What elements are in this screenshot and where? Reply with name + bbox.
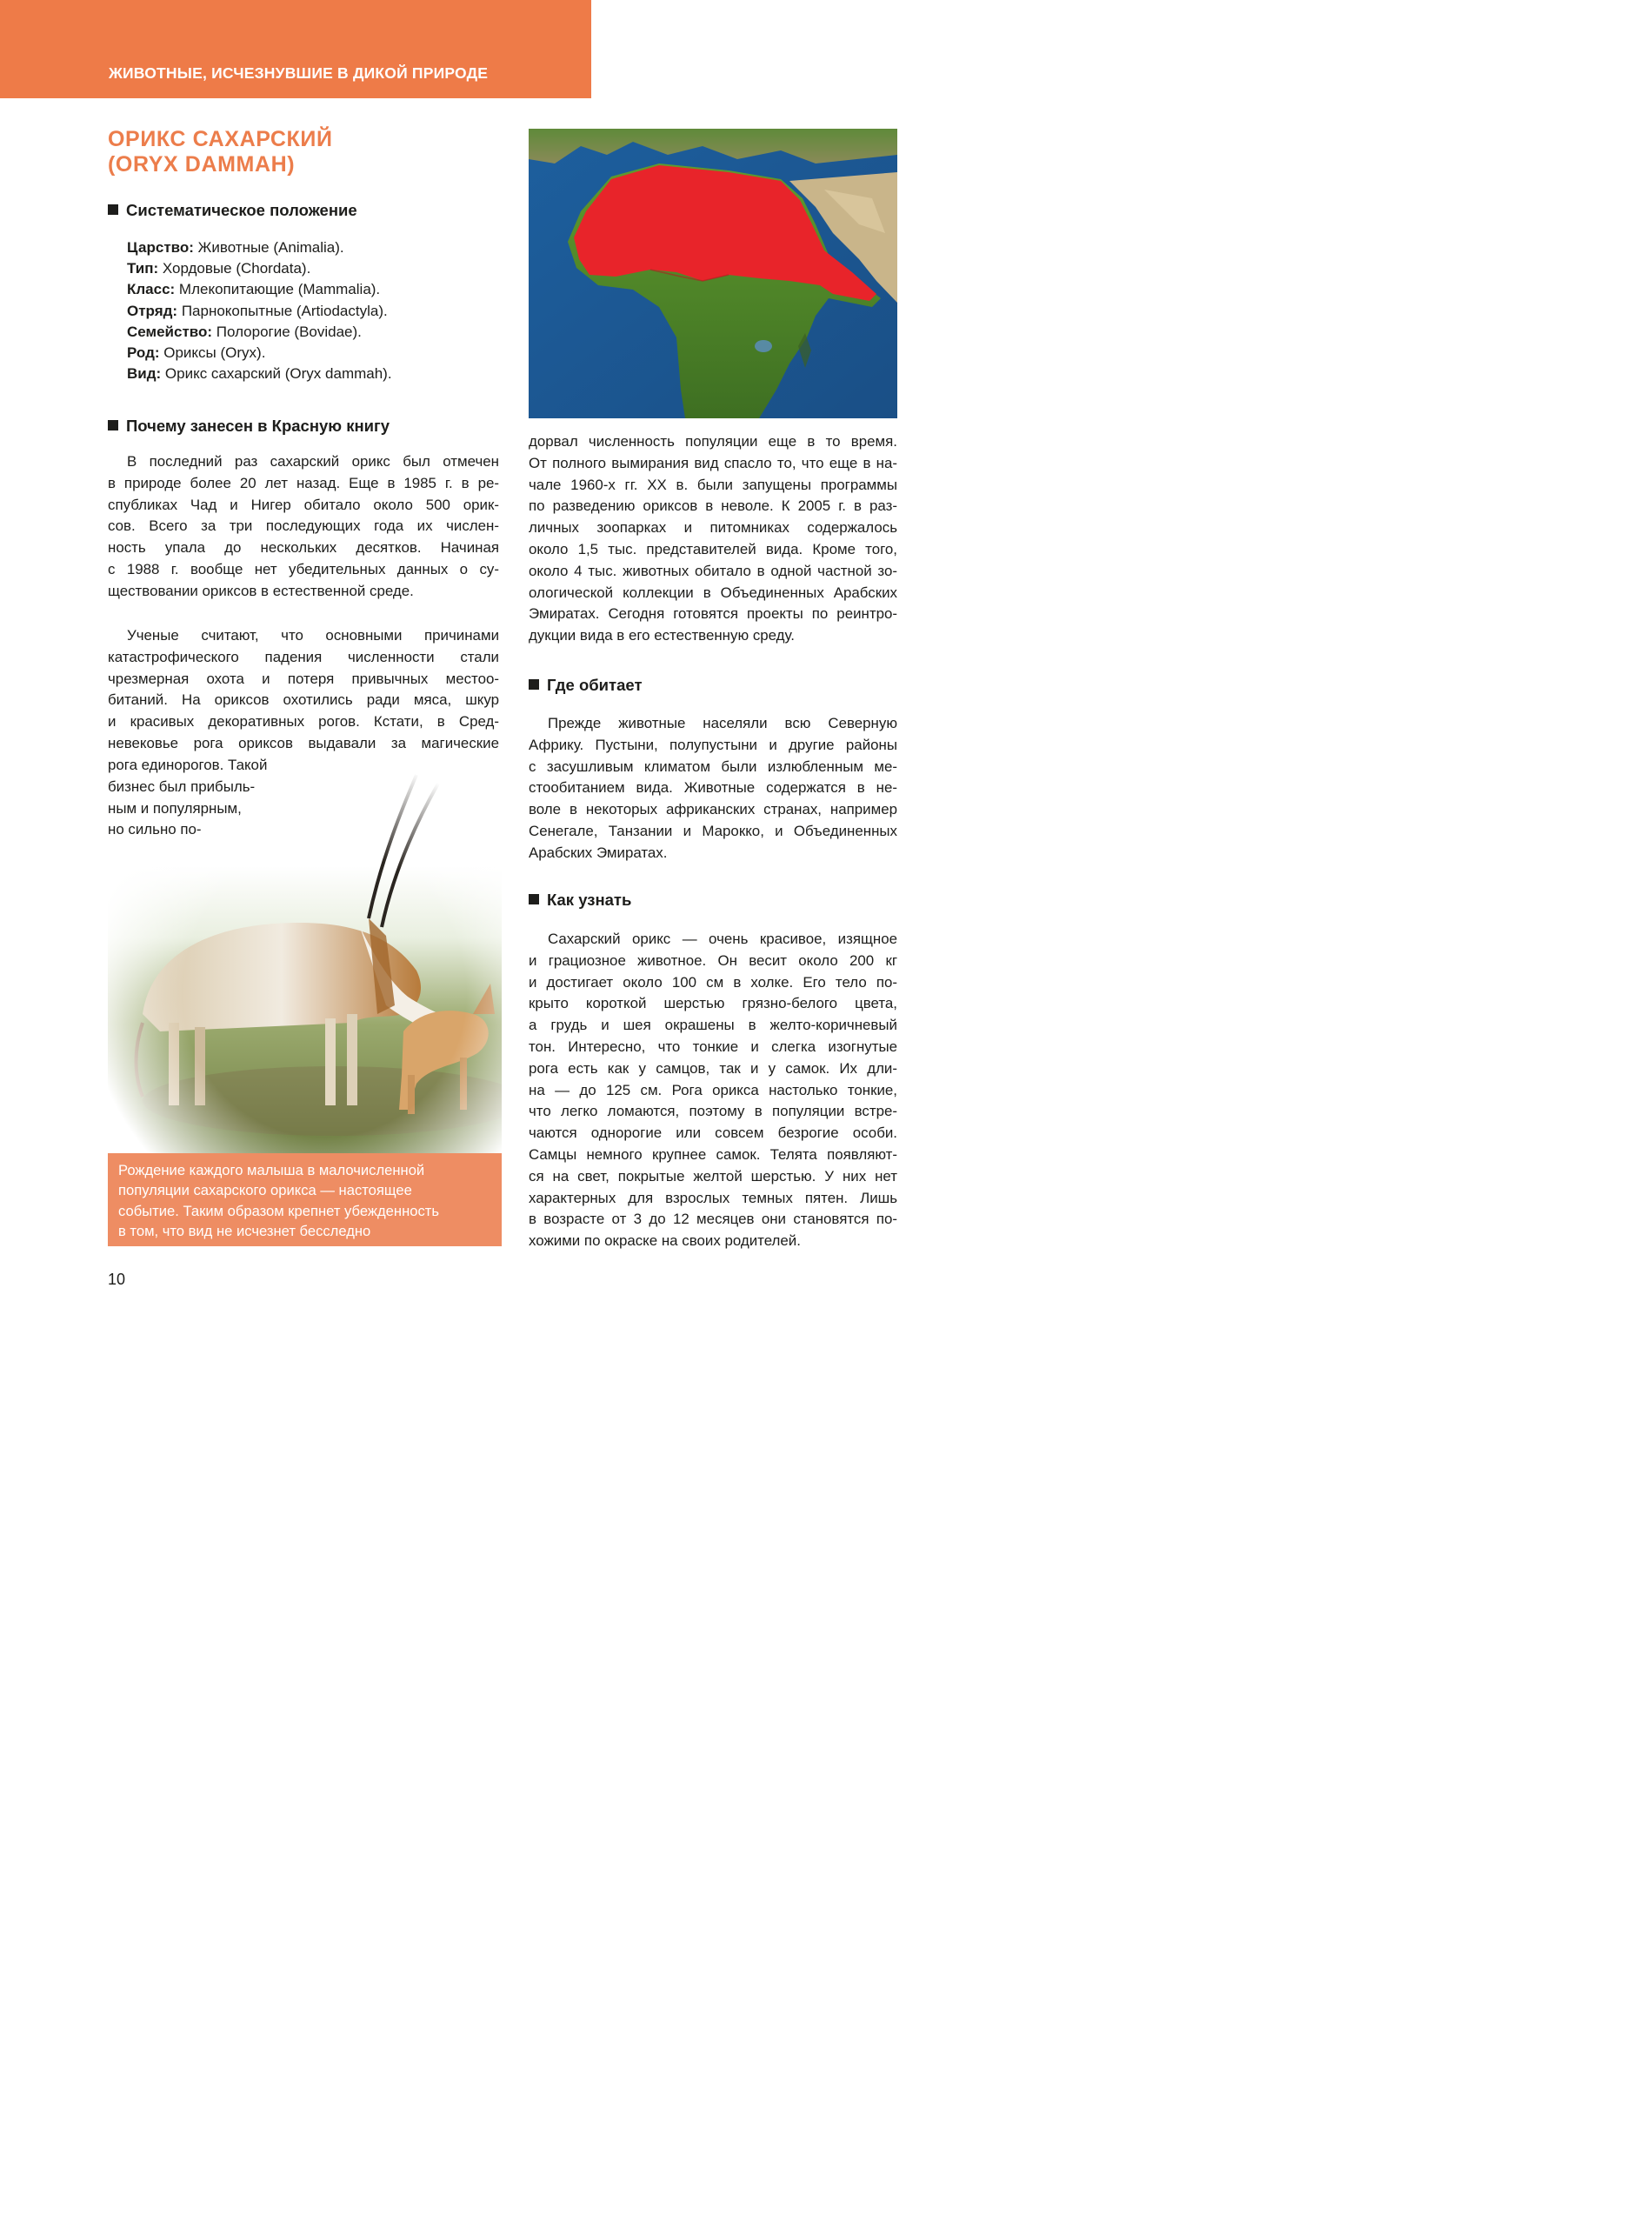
text-line: Самцы немного крупнее самок. Телята появляют-	[529, 1145, 897, 1163]
taxonomy-list	[127, 237, 392, 384]
species-title-line1: ОРИКС САХАРСКИЙ	[108, 127, 333, 151]
taxonomy-row	[127, 237, 392, 258]
text-line: по разведению ориксов в неволе. К 2005 г. в раз-	[529, 497, 897, 515]
taxonomy-value: Млекопитающие (Mammalia).	[175, 281, 381, 298]
square-bullet-icon	[108, 204, 118, 215]
text-line: в возрасте от 3 до 12 месяцев они становятся по-	[529, 1211, 897, 1228]
text-line: ным и популярным,	[108, 799, 242, 817]
text-line: около 4 тыс. животных обитало в одной частной зо-	[529, 562, 897, 579]
text-line: рога есть как у самцов, так и у самок. Их дли-	[529, 1059, 897, 1077]
text-line: в природе более 20 лет назад. Еще в 1985 г. в ре-	[108, 474, 499, 491]
caption-line: событие. Таким образом крепнет убежденность	[118, 1202, 440, 1219]
square-bullet-icon	[108, 420, 118, 430]
text-line: битаний. На ориксов охотились ради мяса, шкур	[108, 691, 499, 709]
text-line: Сенегале, Танзании и Марокко, и Объединенных	[529, 822, 897, 839]
text-line: а грудь и шея окрашены в желто-коричневый	[529, 1017, 897, 1034]
red-book-paragraph-2-wrap	[108, 755, 267, 841]
text-line: с 1988 г. вообще нет убедительных данных о су-	[108, 560, 499, 577]
taxonomy-label: Класс:	[127, 281, 176, 298]
text-line: Арабских Эмиратах.	[529, 844, 668, 861]
heading-red-book	[108, 417, 390, 436]
taxonomy-row	[127, 279, 392, 300]
text-line: с засушливым климатом были излюбленным ме-	[529, 757, 897, 775]
text-line: невековье рога ориксов выдавали за магические	[108, 734, 499, 751]
text-line: тон. Интересно, что тонкие и слегка изогнутые	[529, 1038, 897, 1055]
text-line: на — до 125 см. Рога орикса настолько тонкие,	[529, 1081, 897, 1098]
text-line: чале 1960-х гг. XX в. были запущены программы	[529, 476, 897, 493]
text-line: и грациозное животное. Он весит около 200 кг	[529, 951, 897, 969]
taxonomy-row	[127, 322, 392, 343]
red-book-paragraph-1	[108, 451, 499, 603]
text-line: чрезмерная охота и потеря привычных местоо-	[108, 670, 499, 687]
taxonomy-value: Полорогие (Bovidae).	[212, 323, 362, 340]
caption-line: Рождение каждого малыша в малочисленной	[118, 1162, 425, 1178]
taxonomy-label: Царство:	[127, 239, 194, 256]
square-bullet-icon	[529, 679, 539, 690]
habitat-paragraph	[529, 713, 897, 864]
heading-identify-label: Как узнать	[547, 891, 632, 909]
text-line: сов. Всего за три последующих года их числен-	[108, 517, 499, 535]
caption-line: в том, что вид не исчезнет бесследно	[118, 1222, 371, 1239]
heading-habitat	[529, 676, 643, 695]
species-title	[108, 127, 333, 177]
text-line: хожими по окраске на своих родителей.	[529, 1232, 801, 1250]
taxonomy-value: Парнокопытные (Artiodactyla).	[177, 302, 388, 319]
text-line: характерных для взрослых темных пятен. Лишь	[529, 1189, 897, 1206]
heading-systematics-label: Систематическое положение	[126, 201, 357, 219]
taxonomy-label: Семейство:	[127, 323, 213, 340]
heading-habitat-label: Где обитает	[547, 676, 643, 694]
text-line: чаются однорогие или совсем безрогие особи.	[529, 1125, 897, 1142]
taxonomy-label: Отряд:	[127, 302, 178, 319]
taxonomy-label: Род:	[127, 344, 160, 362]
text-line: Ученые считают, что основными причинами	[127, 627, 499, 644]
text-line: и красивых декоративных рогов. Кстати, в Сред-	[108, 713, 499, 731]
taxonomy-row	[127, 301, 392, 322]
page-number: 10	[108, 1271, 126, 1288]
text-line: В последний раз сахарский орикс был отмечен	[127, 453, 499, 470]
square-bullet-icon	[529, 894, 539, 904]
heading-identify	[529, 891, 631, 910]
text-line: От полного вымирания вид спасло то, что еще в на-	[529, 454, 897, 471]
text-line: катастрофического падения численности стали	[108, 648, 499, 665]
red-book-paragraph-2	[108, 625, 499, 755]
text-line: Сахарский орикс — очень красивое, изящное	[548, 931, 897, 947]
taxonomy-row	[127, 343, 392, 364]
text-line: Прежде животные населяли всю Северную	[548, 715, 897, 731]
range-map	[529, 129, 897, 418]
text-line: ся на свет, покрытые желтой шерстью. У них нет	[529, 1167, 897, 1185]
text-line: Африку. Пустыни, полупустыни и другие районы	[529, 736, 897, 753]
caption-line: популяции сахарского орикса — настоящее	[118, 1182, 412, 1199]
text-line: дукции вида в его естественную среду.	[529, 627, 795, 644]
heading-systematics	[108, 201, 357, 220]
text-line: крыто короткой шерстью грязно-белого цвета,	[529, 995, 897, 1012]
text-line: ществовании ориксов в естественной среде.	[108, 582, 414, 599]
heading-red-book-label: Почему занесен в Красную книгу	[126, 417, 390, 435]
text-line: бизнес был прибыль-	[108, 777, 256, 795]
taxonomy-value: Орикс сахарский (Oryx dammah).	[161, 365, 392, 383]
text-line: ность упала до нескольких десятков. Начиная	[108, 539, 499, 557]
text-line: спубликах Чад и Нигер обитало около 500 орик-	[108, 496, 499, 513]
text-line: стообитанием вида. Животные содержатся в не-	[529, 779, 897, 797]
photo-caption	[108, 1153, 502, 1246]
taxonomy-value: Животные (Animalia).	[193, 239, 344, 256]
taxonomy-row	[127, 364, 392, 384]
taxonomy-label: Вид:	[127, 365, 162, 383]
text-line: и достигает около 100 см в холке. Его тело по-	[529, 973, 897, 991]
text-line: но сильно по-	[108, 821, 202, 838]
text-line: воле в некоторых африканских странах, например	[529, 801, 897, 818]
text-line: ологической коллекции в Объединенных Арабских	[529, 584, 897, 601]
taxonomy-value: Ориксы (Oryx).	[159, 344, 266, 362]
header-band	[0, 0, 591, 98]
taxonomy-row	[127, 258, 392, 279]
text-line: рога единорогов. Такой	[108, 757, 268, 773]
species-title-line2: (ORYX DAMMAH)	[108, 152, 296, 177]
text-line: что легко ломаются, поэтому в популяции встре-	[529, 1103, 897, 1120]
text-line: около 1,5 тыс. представителей вида. Кроме того,	[529, 540, 897, 557]
red-book-continued	[529, 431, 897, 647]
section-header-title: ЖИВОТНЫЕ, ИСЧЕЗНУВШИЕ В ДИКОЙ ПРИРОДЕ	[109, 64, 489, 82]
taxonomy-label: Тип:	[127, 260, 159, 277]
taxonomy-value: Хордовые (Chordata).	[158, 260, 311, 277]
text-line: личных зоопарках и питомниках содержалось	[529, 519, 897, 537]
text-line: Эмиратах. Сегодня готовятся проекты по реинтро-	[529, 605, 897, 623]
identify-paragraph	[529, 929, 897, 1252]
text-line: дорвал численность популяции еще в то время.	[529, 433, 897, 450]
